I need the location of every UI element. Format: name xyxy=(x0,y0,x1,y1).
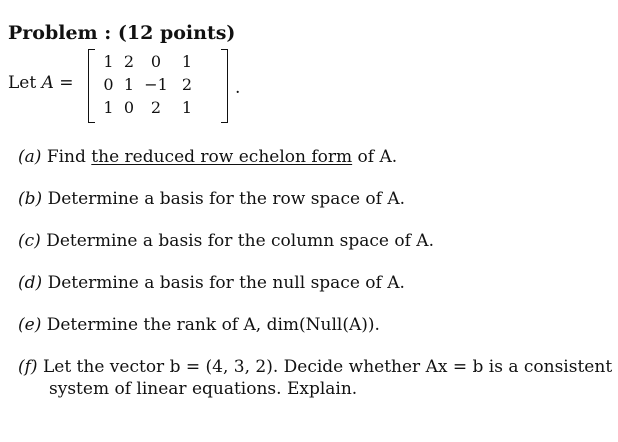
question-f xyxy=(18,357,612,377)
question-a-label: (a) xyxy=(18,147,42,167)
matrix-cell: 1 xyxy=(103,98,114,117)
question-d-text: Determine a basis for the null space of A. xyxy=(47,273,405,293)
matrix-cell: 0 xyxy=(103,75,114,94)
matrix-cell: 1 xyxy=(181,98,193,117)
question-c-text: Determine a basis for the column space of A. xyxy=(46,231,434,251)
matrix-cell: 2 xyxy=(123,52,135,71)
matrix-cell: 1 xyxy=(123,75,135,94)
question-a-post: of A. xyxy=(357,147,398,167)
matrix-table xyxy=(98,50,201,119)
question-d-label: (d) xyxy=(18,273,43,293)
matrix-definition-label xyxy=(8,73,74,93)
question-e xyxy=(18,315,380,335)
matrix-cell: 2 xyxy=(150,98,162,117)
matrix-cell: 0 xyxy=(150,52,162,71)
question-c xyxy=(18,231,434,251)
matrix-a xyxy=(88,49,228,121)
problem-title: Problem : (12 points) xyxy=(8,22,236,44)
matrix-variable: A xyxy=(41,73,54,93)
question-c-label: (c) xyxy=(18,231,41,251)
question-f-label: (f) xyxy=(18,357,38,377)
equals-sign: = xyxy=(59,73,74,93)
matrix-row xyxy=(98,96,201,119)
question-d xyxy=(18,273,405,293)
matrix-cell: 1 xyxy=(181,52,193,71)
matrix-row xyxy=(98,73,201,96)
rref-link[interactable]: the reduced row echelon form xyxy=(91,147,353,167)
right-bracket xyxy=(221,49,228,123)
question-a xyxy=(18,147,397,167)
question-e-label: (e) xyxy=(18,315,42,335)
matrix-cell: 1 xyxy=(103,52,114,71)
question-a-pre: Find xyxy=(46,147,86,167)
question-b-text: Determine a basis for the row space of A. xyxy=(47,189,406,209)
matrix-cell: 0 xyxy=(123,98,135,117)
matrix-row xyxy=(98,50,201,73)
left-bracket xyxy=(88,49,95,123)
question-f-line2: system of linear equations. Explain. xyxy=(49,379,358,399)
matrix-cell: −1 xyxy=(144,75,168,94)
question-f-line1: Let the vector b = (4, 3, 2). Decide whether Ax = b is a consistent xyxy=(42,357,613,377)
question-e-text: Determine the rank of A, dim(Null(A)). xyxy=(46,315,380,335)
question-b-label: (b) xyxy=(18,189,43,209)
let-word: Let xyxy=(8,73,37,93)
definition-period: . xyxy=(235,78,241,98)
matrix-cell: 2 xyxy=(181,75,193,94)
question-b xyxy=(18,189,405,209)
